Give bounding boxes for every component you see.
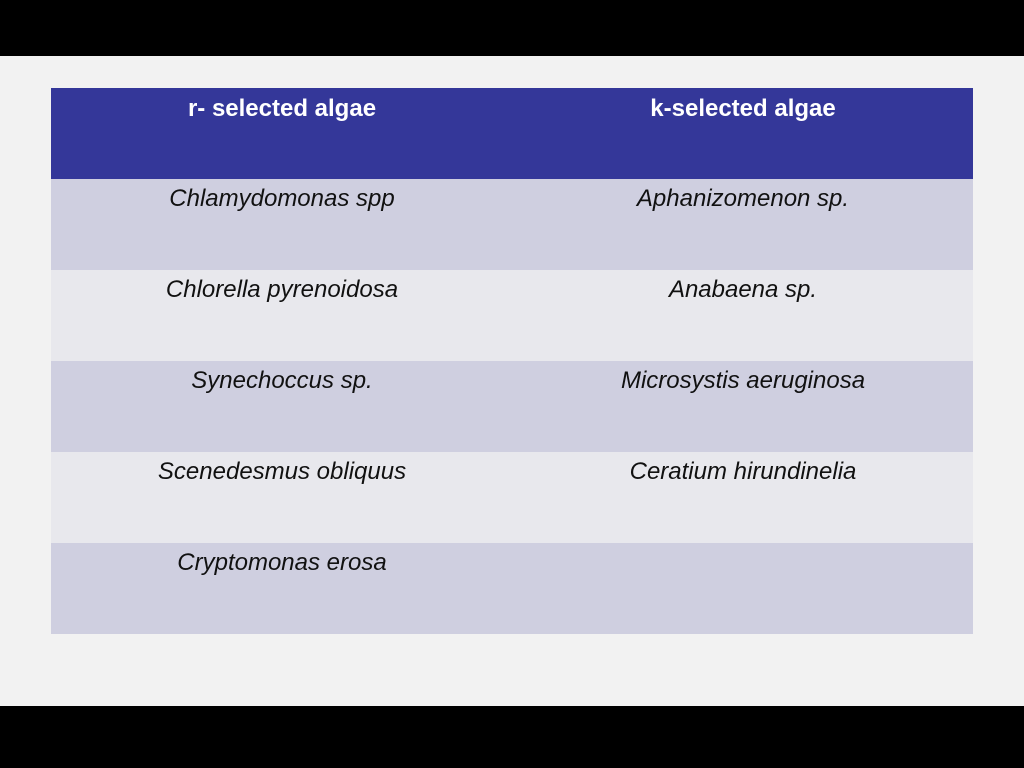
table-row xyxy=(51,452,973,543)
cell-r-selected: Scenedesmus obliquus xyxy=(51,452,513,543)
header-r-selected: r- selected algae xyxy=(51,88,513,179)
slide xyxy=(0,56,1024,706)
cell-r-selected: Synechoccus sp. xyxy=(51,361,513,452)
cell-r-selected: Chlorella pyrenoidosa xyxy=(51,270,513,361)
cell-r-selected: Chlamydomonas spp xyxy=(51,179,513,270)
table-row xyxy=(51,543,973,634)
cell-k-selected: Anabaena sp. xyxy=(513,270,973,361)
cell-k-selected: Microsystis aeruginosa xyxy=(513,361,973,452)
algae-comparison-table xyxy=(51,88,973,634)
cell-r-selected: Cryptomonas erosa xyxy=(51,543,513,634)
table-row xyxy=(51,361,973,452)
table-header-row xyxy=(51,88,973,179)
cell-k-selected: Ceratium hirundinelia xyxy=(513,452,973,543)
table-row xyxy=(51,270,973,361)
header-k-selected: k-selected algae xyxy=(513,88,973,179)
cell-k-selected xyxy=(513,543,973,634)
table-row xyxy=(51,179,973,270)
cell-k-selected: Aphanizomenon sp. xyxy=(513,179,973,270)
